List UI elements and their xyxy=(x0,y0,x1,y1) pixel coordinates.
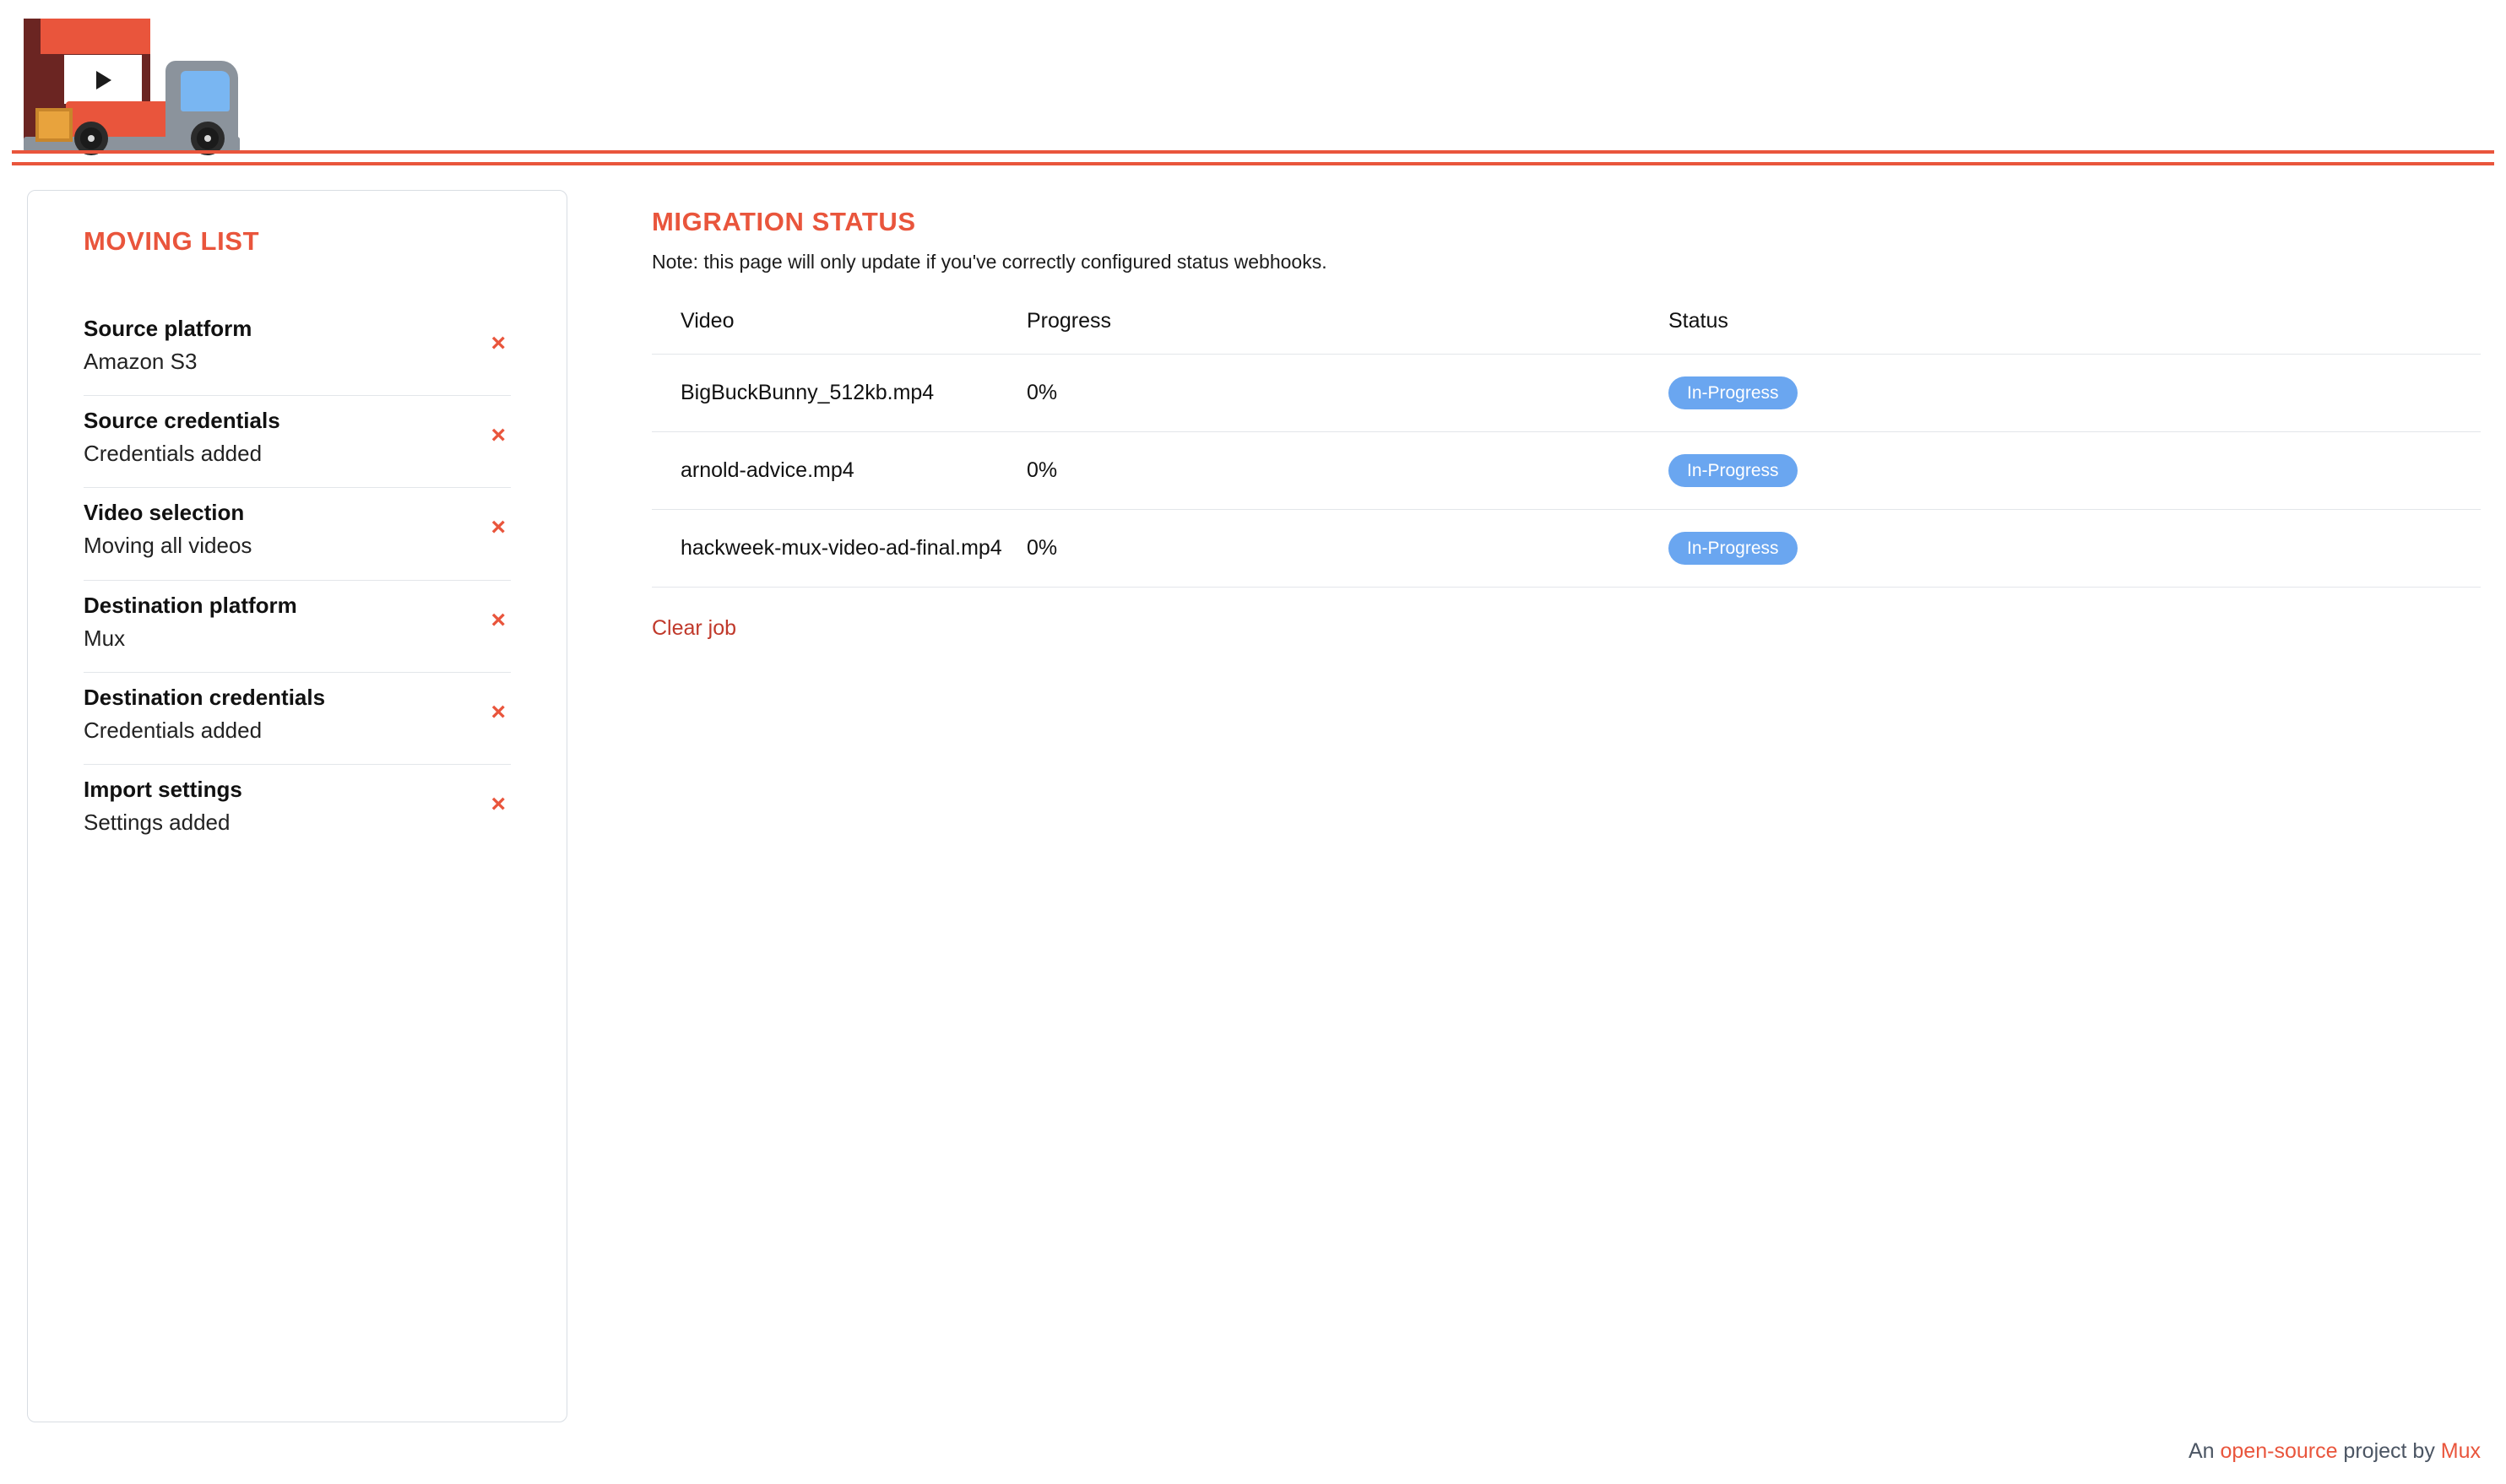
moving-list-panel xyxy=(27,190,567,1422)
table-row xyxy=(652,432,2481,510)
moving-truck-video-icon xyxy=(15,8,243,160)
list-item-value: Amazon S3 xyxy=(84,349,198,375)
footer-middle: project by xyxy=(2337,1439,2441,1463)
migration-status-table xyxy=(652,309,2481,588)
list-item-label: Import settings xyxy=(84,776,242,802)
table-header-row xyxy=(652,309,2481,355)
cell-video-name: arnold-advice.mp4 xyxy=(652,432,1027,510)
moving-list-title: MOVING LIST xyxy=(84,226,260,256)
play-icon xyxy=(96,71,111,89)
list-item-texts xyxy=(84,312,252,376)
list-item-texts xyxy=(84,496,252,561)
footer-prefix: An xyxy=(2188,1439,2221,1463)
list-item-label: Video selection xyxy=(84,500,245,526)
list-item-texts xyxy=(84,773,242,837)
cell-progress: 0% xyxy=(1027,355,1668,432)
remove-icon[interactable]: × xyxy=(491,589,511,633)
column-header-status: Status xyxy=(1668,309,2481,355)
list-item-texts xyxy=(84,404,280,468)
table-row xyxy=(652,355,2481,432)
list-item-label: Destination credentials xyxy=(84,684,326,710)
header-divider-top xyxy=(12,150,2494,154)
remove-icon[interactable]: × xyxy=(491,681,511,725)
status-badge: In-Progress xyxy=(1668,532,1798,565)
list-item-label: Source credentials xyxy=(84,408,280,434)
content-area xyxy=(0,190,2506,1422)
column-header-progress: Progress xyxy=(1027,309,1668,355)
cell-status xyxy=(1668,510,2481,588)
truck-box-top-shape xyxy=(41,19,150,54)
footer-credit xyxy=(2189,1439,2481,1464)
list-item-texts xyxy=(84,681,325,745)
cell-status xyxy=(1668,355,2481,432)
list-item xyxy=(84,765,511,856)
header-divider-bottom xyxy=(12,162,2494,165)
page-header xyxy=(0,0,2506,169)
table-body xyxy=(652,355,2481,588)
list-item xyxy=(84,304,511,396)
crate-icon xyxy=(35,108,73,142)
list-item-texts xyxy=(84,589,297,653)
list-item-value: Mux xyxy=(84,625,126,651)
list-item xyxy=(84,488,511,580)
list-item xyxy=(84,673,511,765)
cell-progress: 0% xyxy=(1027,432,1668,510)
migration-status-panel xyxy=(652,190,2506,641)
remove-icon[interactable]: × xyxy=(491,404,511,448)
list-item-value: Credentials added xyxy=(84,441,263,467)
remove-icon[interactable]: × xyxy=(491,496,511,540)
list-item-label: Source platform xyxy=(84,316,252,341)
cell-progress: 0% xyxy=(1027,510,1668,588)
list-item-value: Settings added xyxy=(84,810,231,836)
remove-icon[interactable]: × xyxy=(491,312,511,356)
status-badge: In-Progress xyxy=(1668,376,1798,409)
cell-video-name: BigBuckBunny_512kb.mp4 xyxy=(652,355,1027,432)
status-note: Note: this page will only update if you've correctly configured status webhooks. xyxy=(652,251,1327,273)
mux-link[interactable]: Mux xyxy=(2440,1439,2481,1463)
column-header-video: Video xyxy=(652,309,1027,355)
page-title: MIGRATION STATUS xyxy=(652,207,916,236)
table-row xyxy=(652,510,2481,588)
list-item-value: Moving all videos xyxy=(84,533,252,559)
open-source-link[interactable]: open-source xyxy=(2220,1439,2338,1463)
remove-icon[interactable]: × xyxy=(491,773,511,817)
clear-job-link[interactable]: Clear job xyxy=(652,616,737,640)
truck-window-shape xyxy=(181,71,230,111)
status-badge: In-Progress xyxy=(1668,454,1798,487)
table-header xyxy=(652,309,2481,355)
moving-list xyxy=(84,304,511,856)
list-item xyxy=(84,581,511,673)
cell-video-name: hackweek-mux-video-ad-final.mp4 xyxy=(652,510,1027,588)
cell-status xyxy=(1668,432,2481,510)
list-item xyxy=(84,396,511,488)
list-item-label: Destination platform xyxy=(84,592,297,618)
list-item-value: Credentials added xyxy=(84,717,263,743)
